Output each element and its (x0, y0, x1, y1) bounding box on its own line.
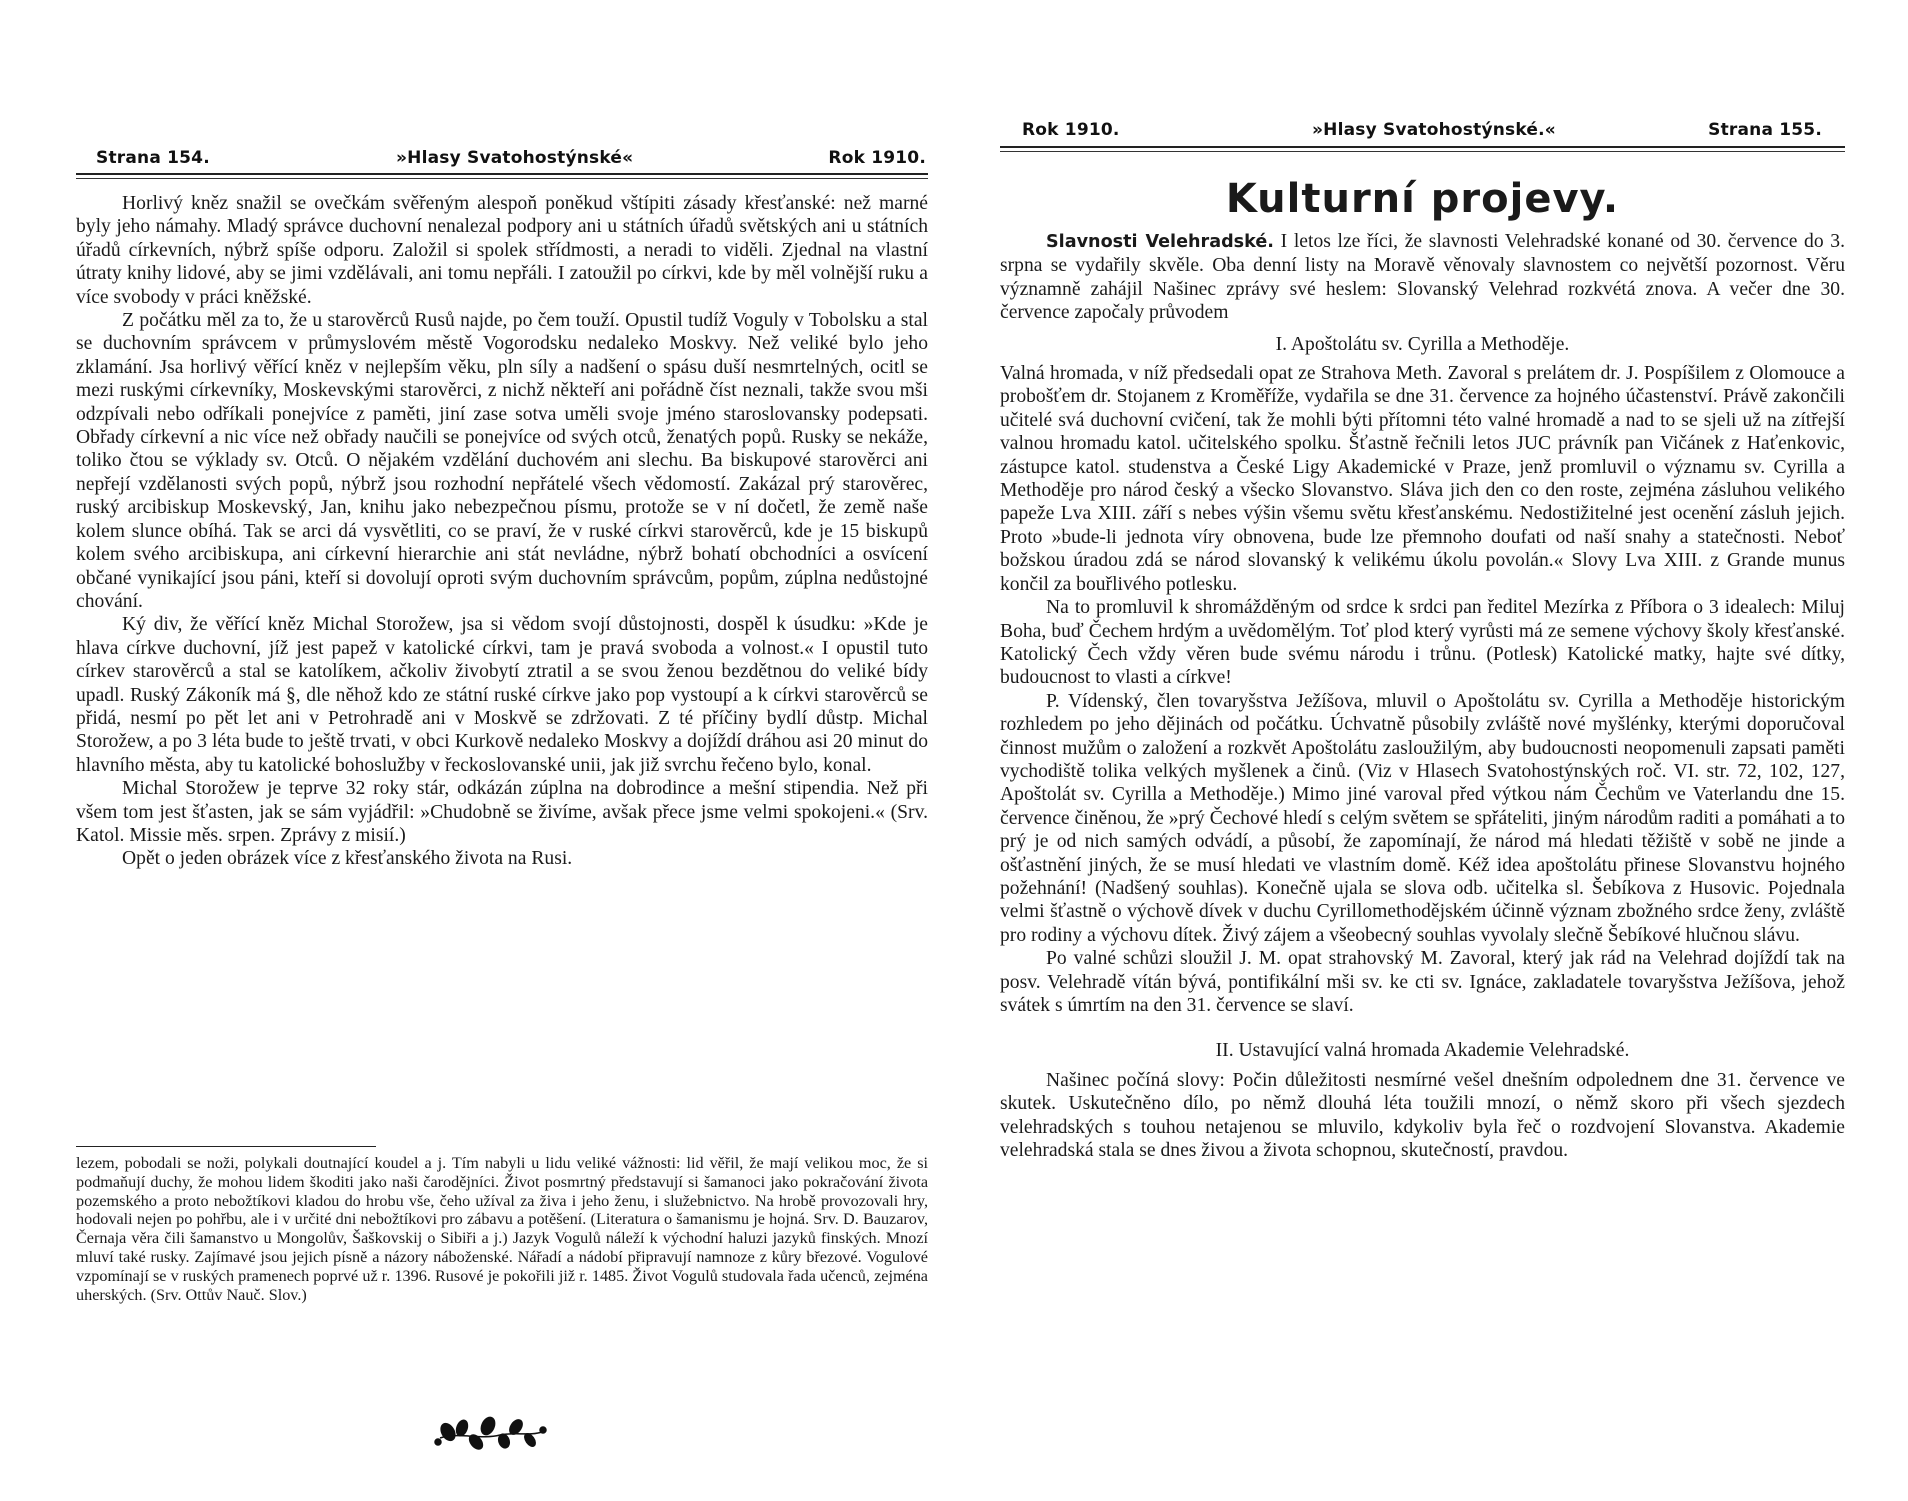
left-header-rule-2 (76, 178, 928, 179)
left-running-header (96, 148, 926, 170)
section1-paragraph: Valná hromada, v níž předsedali opat ze Strahova Meth. Zavoral s prelátem dr. J. Pospíšilem z Olomouce a probošťem dr. Stojanem z Kroměříže, vydařila se dne 31. července za hojného účastenství. Právě zakončili učitelé svá duchovní cvičení, tak že mohli býti přítomni této valné hromadě a nad to se sjeli už na zítřejší valnou hromadu katol. učitelského spolku. Šťastně řečnili letos JUC právník pan Vičánek z Haťenkovic, zástupce katol. studenstva a České Ligy Akademické v Praze, jenž promluvil o významu sv. Cyrilla a Methoděje pro národ český a všecko Slovanstvo. Sláva jich den co den roste, zejména zásluhou velikého papeže Lva XIII. září s nebes výšin všemu světu křesťanskému. Nedostižitelné jest ocenění zásluh jejich. Proto »bude-li jednota víry obnovena, bude lze přemnoho doufati od naší snahy a statečnosti. Neboť božskou úradou zdá se národ slovanský k velikému úkolu povolán.« Slovy Lva XIII. z Grande munus končil za bouřlivého potlesku. (1000, 363, 1845, 595)
left-paragraph: Horlivý kněz snažil se ovečkám svěřeným alespoň poněkud vštípiti zásady křesťanské: než marné byly jeho námahy. Mladý správce duchovní nenalezal podpory ani u státních úřadů světských ani u státních úřadů církevních, nýbrž spíše odporu. Založil si spolek střídmosti, a neradi to viděli. Zjednal na vlastní útraty knihy lidové, aby se jimi vzdělávali, ani tomu nepřáli. I zatoužil po církvi, kde by měl volnější ruku a více svobody v práci kněžské. (76, 193, 928, 308)
footnote-text: lezem, pobodali se noži, polykali doutnající koudel a j. Tím nabyli u lidu veliké vážnosti: lid věřil, že mají velikou moc, že si podmaňují duchy, že mohou lidem škoditi jako naši čarodějníci. Život posmrtný představují si šamanoci jako pokračování života pozemského a proto nebožtíkovi kladou do hrobu vše, čeho užíval za živa i jeho ženu, i služebnictvo. Na hrobě provozovali hry, hodovali nejen po pohřbu, ale i v určité dni nebožtíkovi pro zábavu a potěšení. (Literatura o šamanismu je hojná. Srv. D. Bauzarov, Černaja věra čili šamanstvo u Mongolův, Šaškovskij o Sibiři a j.) Jazyk Vogulů náleží k východní haluzi jazyků finských. Mnozí mluví také rusky. Zajímavé jsou jejich písně a názory náboženské. Nářadí a nádobí připravují namnoze z kůry březové. Vogulové vzpomínají se v ruských pramenech poprvé už r. 1396. Rusové je pokořili již r. 1485. Život Vogulů studovala řada učenců, zejména uherských. (Srv. Ottův Nauč. Slov.) (76, 1154, 928, 1304)
right-body-text (1000, 230, 1845, 1162)
right-page (960, 0, 1908, 1501)
section1-paragraph: Na to promluvil k shromážděným od srdce k srdci pan ředitel Mezírka z Příbora o 3 idealech: Miluj Boha, buď Čechem hrdým a uvědomělým. Toť plod který vyrůsti má ze semene výchovy školy křesťanské. Katolický Čech vždy věren bude svému národu i trůnu. (Potlesk) Katolické matky, hajte své dítky, budoucnost to vlasti a církve! (1000, 597, 1845, 689)
left-body-text (76, 192, 928, 871)
right-journal-name: »Hlasy Svatohostýnské.« (1312, 120, 1556, 140)
footnote-rule (76, 1146, 376, 1147)
floral-vignette-icon (430, 1410, 550, 1460)
section-title: Kulturní projevy. (1225, 176, 1620, 222)
left-page-number: Strana 154. (96, 148, 210, 168)
left-journal-name: »Hlasy Svatohostýnské« (396, 148, 634, 168)
right-header-rule (1000, 146, 1845, 148)
section2-heading: II. Ustavující valná hromada Akademie Velehradské. (1215, 1040, 1630, 1062)
intro-lead: Slavnosti Velehradské. (1046, 232, 1274, 252)
right-page-number: Strana 155. (1708, 120, 1822, 140)
intro-text: I letos lze říci, že slavnosti Velehradské konané od 30. července do 3. srpna se vydařily skvěle. Oba denní listy na Moravě věnovaly slavnostem co největší pozornost. Věru významně zahájil Našinec zprávy své heslem: Slovanský Velehrad rozkvétá znova. A večer dne 30. července započaly průvodem (1000, 231, 1846, 324)
right-running-header (1022, 120, 1822, 142)
intro-paragraph (1000, 230, 1845, 325)
left-paragraph: Ký div, že věřící kněz Michal Storožew, jsa si vědom svojí důstojnosti, dospěl k úsudku: »Kde je hlava církve duchovní, jíž jest papež v katolické církvi, tam je pravá svoboda a volnost.« I opustil tuto církev starověrců a stal se katolíkem, ačkoliv živobytí ztratil a se svou ženou bezdětnou do veliké bídy upadl. Ruský Zákoník má §, dle něhož kdo ze státní ruské církve jako pop vystoupí a k církvi starověrců se přidá, nesmí po pět let ani v Petrohradě ani v Moskvě se zdržovati. Z té příčiny bydlí důstp. Michal Storožew, a po 3 léta bude to ještě trvati, v obci Kurkově nedaleko Moskvy a dojíždí dráhou asi 20 minut do hlavního města, aby tu katolické bohoslužby v řeckoslovanské unii, jak již svrchu řečeno bylo, konal. (76, 614, 928, 776)
right-year: Rok 1910. (1022, 120, 1120, 140)
section1-heading: I. Apoštolátu sv. Cyrilla a Methoděje. (1275, 333, 1570, 355)
left-header-rule (76, 173, 928, 175)
left-year: Rok 1910. (828, 148, 926, 168)
left-footnote (76, 1154, 928, 1304)
section2-paragraph: Našinec počíná slovy: Počin důležitosti nesmírné vešel dnešním odpolednem dne 31. července ve skutek. Uskutečněno dílo, po němž dlouhá léta toužili mnozí, o němž skoro při všech sjezdech velehradských s touhou netajenou se mluvilo, kdykoliv byla řeč o rozdvojení Slovanstva. Akademie velehradská stala se dnes živou a života schopnou, skutečností, pravdou. (1000, 1069, 1845, 1162)
left-paragraph: Michal Storožew je teprve 32 roky stár, odkázán zúplna na dobrodince a mešní stipendia. Než při všem tom jest šťasten, jak se sám vyjádřil: »Chudobně se živíme, avšak přece jsme velmi spokojeni.« (Srv. Katol. Missie měs. srpen. Zprávy z misií.) (76, 778, 928, 846)
left-paragraph: Opět o jeden obrázek více z křesťanského života na Rusi. (122, 848, 573, 870)
right-header-rule-2 (1000, 151, 1845, 152)
left-paragraph: Z počátku měl za to, že u starověrců Rusů najde, po čem touží. Opustil tudíž Voguly v Tobolsku a stal se duchovním správcem v průmyslovém městě Vogorodsku nedaleko Moskvy. Než veliké bylo jeho zklamání. Jsa horlivý věřící kněz v nejlepším věku, pln síly a nadšení o spásu duší nesmrtelných, ocitl se mezi ruskými církevníky, Moskevskými starověrci, z nichž někteří ani pořádně číst neznali, takže svou mši odzpívali nebo odříkali ponejvíce z paměti, jiní zase sotva uměli svoje jméno staroslovansky podepsati. Obřady církevní a nic více než obřady naučili se ponejvíce od svých otců, ženatých popů. Rusky se nekáže, toliko čtou se výklady sv. Otců. O nějakém vzdělání duchovém ani slechu. Ba biskupové starověrci ani nepřejí vzdělanosti svých popů, nýbrž jsou rozhodní nepřátelé všech vědomostí. Zakázal prý starověrec, ruský arcibiskup Moskevský, Jan, knihu jako nebezpečnou písmu, protože se v ní dočetl, že země naše kolem slunce obíhá. Tak se arci dá vysvětliti, co se praví, že v ruské církvi starověrců, kde je 15 biskupů kolem svého arcibiskupa, ani církevní hierarchie ani stát nevládne, nýbrž bohatí obchodníci a osvícení občané vynikající jsou páni, kteří si dovolují oproti svým duchovním správcům, popům, zúplna nedůstojné chování. (76, 310, 928, 612)
section1-paragraph: Po valné schůzi sloužil J. M. opat strahovský M. Zavoral, který jak rád na Velehrad dojíždí tak na posv. Velehradě vítán bývá, pontifikální mši sv. ke cti sv. Ignáce, zakladatele tovaryšstva Ježíšova, jehož svátek s úmrtím na den 31. července se slaví. (1000, 948, 1845, 1016)
section1-paragraph: P. Vídenský, člen tovaryšstva Ježíšova, mluvil o Apoštolátu sv. Cyrilla a Methoděje historickým rozhledem po jeho dějinách od počátku. Úchvatně působily zvláště nové myšlénky, kterými doporučoval činnost mužům o založení a rozkvět Apoštolátu zasloužilým, aby budoucnosti neopomenuli zapsati paměti vychodiště tolika velkých myšlenek a činů. (Viz v Hlasech Svatohostýnských roč. VI. str. 72, 102, 127, Apoštolát sv. Cyrilla a Methoděje.) Mimo jiné varoval před výtkou nám Čechům ve Vaterlandu dne 15. července činěnou, že »prý Čechové hledí s celým světem se spřáteliti, jiným národům raditi a pomáhati a to prý je od nich samých odvádí, a působí, že zapomínají, že národ má hledati těžiště v sobě ne jinde a ošťastnění jiných, že se musí hledati ve vlastním domě. Kéž idea apoštolátu přinese Slovanstvu hojného požehnání! (Nadšený souhlas). Konečně ujala se slova odb. učitelka sl. Šebíkova z Husovic. Pojednala velmi šťastně o výchově dívek v duchu Cyrillomethodějském účinně význam zbožného srdce ženy, zvláště pro rodiny a výchovu dítek. Živý zájem a všeobecný souhlas vyvolaly slečně Šebíkové hlučnou slávu. (1000, 690, 1845, 946)
